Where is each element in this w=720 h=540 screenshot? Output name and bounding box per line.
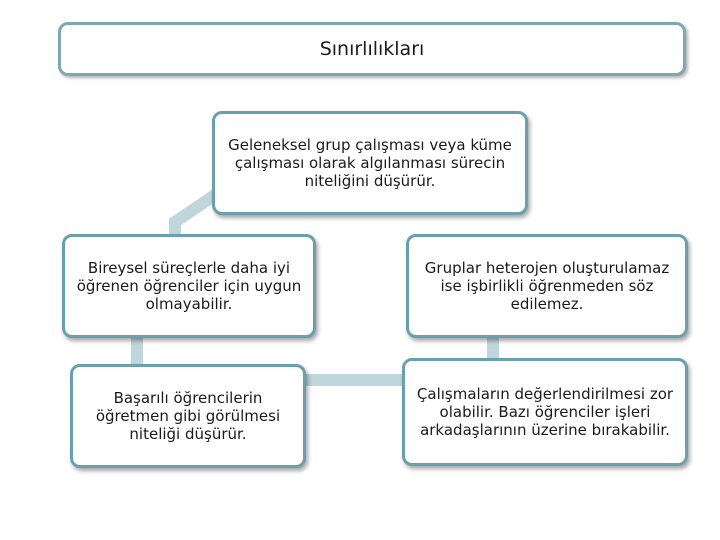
diagram-box-text: Geleneksel grup çalışması veya küme çalışması olarak algılanması sürecin niteliğini düşürür. xyxy=(228,136,512,190)
diagram-box-right-bottom xyxy=(402,358,688,466)
title-text: Sınırlılıkları xyxy=(319,38,425,60)
title-box xyxy=(58,22,686,76)
diagram-box-text: Bireysel süreçlerle daha iyi öğrenen öğrenciler için uygun olmayabilir. xyxy=(76,259,302,313)
diagram-box-text: Gruplar heterojen oluşturulamaz ise işbirlikli öğrenmeden söz edilemez. xyxy=(424,259,670,313)
diagram-box-left-top xyxy=(62,234,316,338)
diagram-box-text: Başarılı öğrencilerin öğretmen gibi görülmesi niteliği düşürür. xyxy=(95,389,281,443)
diagram-box-text: Çalışmaların değerlendirilmesi zor olabilir. Bazı öğrenciler işleri arkadaşlarının üzerine bırakabilir. xyxy=(416,385,674,439)
diagram-box-left-bottom xyxy=(70,364,306,468)
diagram-box-right-top xyxy=(406,234,688,338)
diagram-box-center xyxy=(212,111,528,215)
